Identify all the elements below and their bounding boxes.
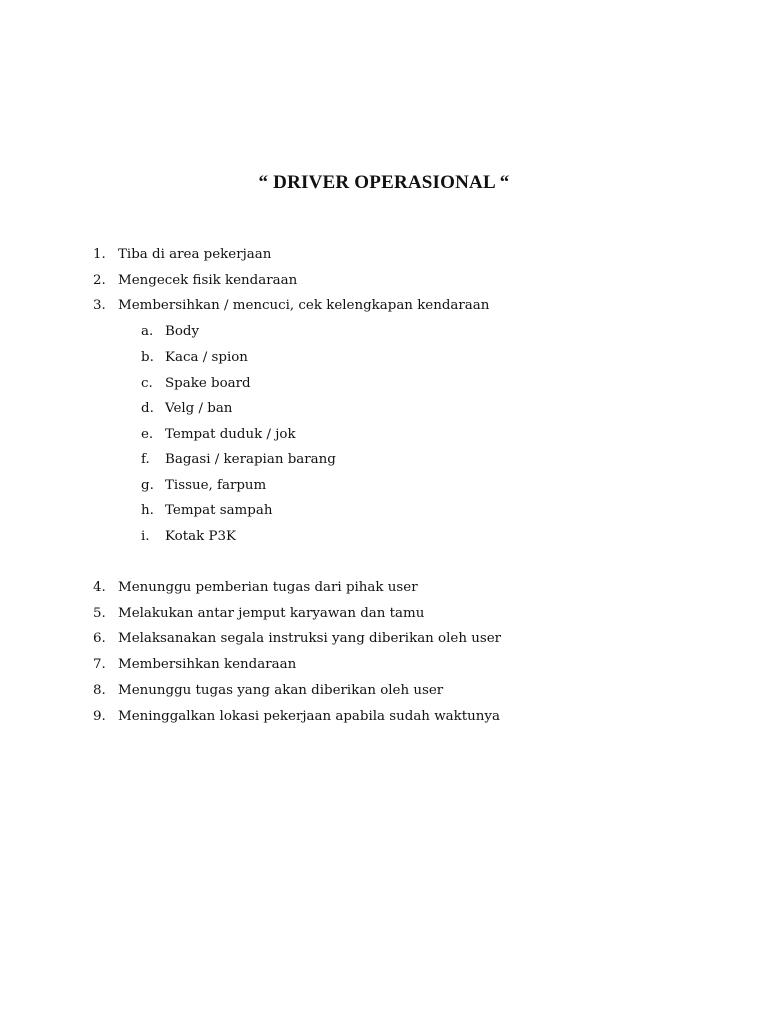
item-number: 1. <box>93 247 106 262</box>
item-text: Tiba di area pekerjaan <box>118 247 272 262</box>
item-number: 3. <box>93 298 106 313</box>
item-number: 5. <box>93 606 106 621</box>
sub-item-letter: a. <box>141 324 154 339</box>
sub-item-letter: e. <box>141 427 154 442</box>
sub-item-letter: b. <box>141 350 154 365</box>
item-text: Meninggalkan lokasi pekerjaan apabila sudah waktunya <box>118 709 500 724</box>
item-number: 2. <box>93 273 106 288</box>
sub-item-text: Kotak P3K <box>165 529 236 544</box>
sub-item-letter: d. <box>141 401 154 416</box>
sub-item-letter: h. <box>141 503 154 518</box>
sub-item-text: Tissue, farpum <box>165 478 267 493</box>
item-number: 4. <box>93 580 106 595</box>
item-text: Melakukan antar jemput karyawan dan tamu <box>118 606 425 621</box>
item-number: 6. <box>93 631 106 646</box>
item-text: Membersihkan kendaraan <box>118 657 297 672</box>
item-text: Menunggu pemberian tugas dari pihak user <box>118 580 418 595</box>
sub-item-letter: i. <box>141 529 150 544</box>
item-text: Membersihkan / mencuci, cek kelengkapan kendaraan <box>118 298 490 313</box>
sub-item-letter: g. <box>141 478 154 493</box>
item-text: Mengecek fisik kendaraan <box>118 273 298 288</box>
sub-item-letter: f. <box>141 452 150 467</box>
item-number: 7. <box>93 657 106 672</box>
item-number: 8. <box>93 683 106 698</box>
item-number: 9. <box>93 709 106 724</box>
sub-item-text: Body <box>165 324 200 339</box>
sub-item-text: Kaca / spion <box>165 350 248 365</box>
sub-item-text: Bagasi / kerapian barang <box>165 452 336 467</box>
sub-item-text: Spake board <box>165 376 251 391</box>
document-title: “ DRIVER OPERASIONAL “ <box>258 172 510 193</box>
sub-item-text: Tempat duduk / jok <box>165 427 296 442</box>
item-text: Melaksanakan segala instruksi yang diberikan oleh user <box>118 631 502 646</box>
item-text: Menunggu tugas yang akan diberikan oleh user <box>118 683 444 698</box>
sub-item-text: Velg / ban <box>165 401 233 416</box>
sub-item-letter: c. <box>141 376 153 391</box>
sub-item-text: Tempat sampah <box>165 503 273 518</box>
